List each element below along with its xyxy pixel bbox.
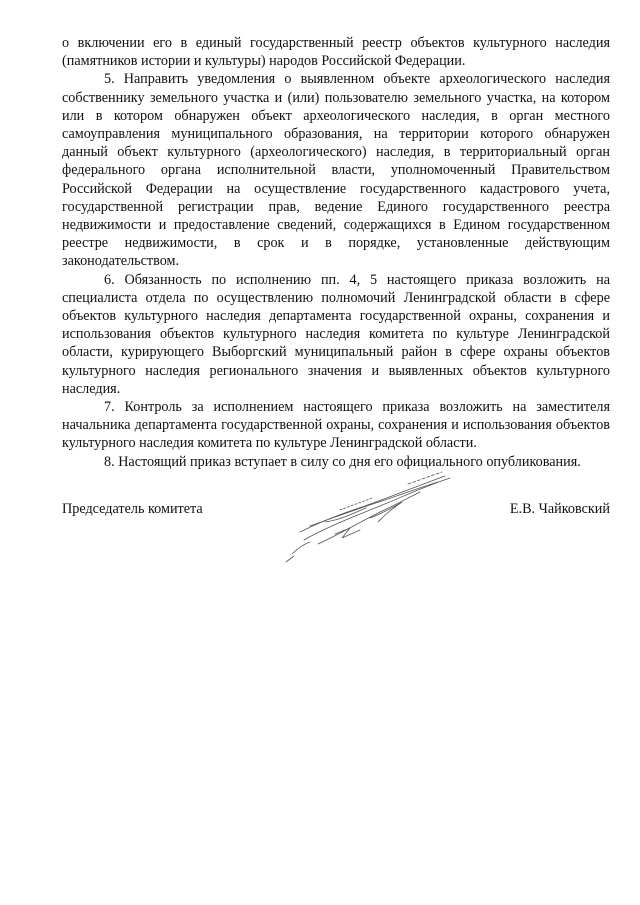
signatory-name: Е.В. Чайковский — [509, 501, 610, 517]
paragraph-item-5: 5. Направить уведомления о выявленном объекте археологического наследия собственнику земельного участка и (или) пользователю земельного участка, на котором или в котором обнаружен объект археологического наследия, в орган местного самоуправления муниципального образования, на территории которого обнаружен данный объект культурного (археологического) наследия, в территориальный орган федерального органа исполнительной власти, уполномоченный Правительством Российской Федерации на осуществление государственного кадастрового учета, государственной регистрации прав, ведение Единого государственного реестра недвижимости и предоставление сведений, содержащихся в Едином государственном реестре недвижимости, в срок и в порядке, установленные действующим законодательством. — [62, 71, 610, 270]
document-body — [62, 34, 610, 471]
paragraph-item-7: 7. Контроль за исполнением настоящего приказа возложить на заместителя начальника департамента государственной охраны, сохранения и использования объектов культурного наследия комитета по культуре Ленинградской области. — [62, 399, 610, 452]
signatory-title: Председатель комитета — [62, 501, 203, 517]
handwritten-signature — [280, 462, 460, 572]
paragraph-continuation: о включении его в единый государственный реестр объектов культурного наследия (памятников истории и культуры) народов Российской Федерации. — [62, 35, 610, 70]
paragraph-item-8: 8. Настоящий приказ вступает в силу со дня его официального опубликования. — [104, 453, 581, 470]
paragraph-item-6: 6. Обязанность по исполнению пп. 4, 5 настоящего приказа возложить на специалиста отдела по осуществлению полномочий Ленинградской области в сфере объектов культурного наследия департамента государственной охраны, сохранения и использования объектов культурного наследия комитета по культуре Ленинградской области, курирующего Выборгский муниципальный район в сфере охраны объектов культурного наследия регионального значения и выявленных объектов культурного наследия. — [62, 271, 610, 397]
